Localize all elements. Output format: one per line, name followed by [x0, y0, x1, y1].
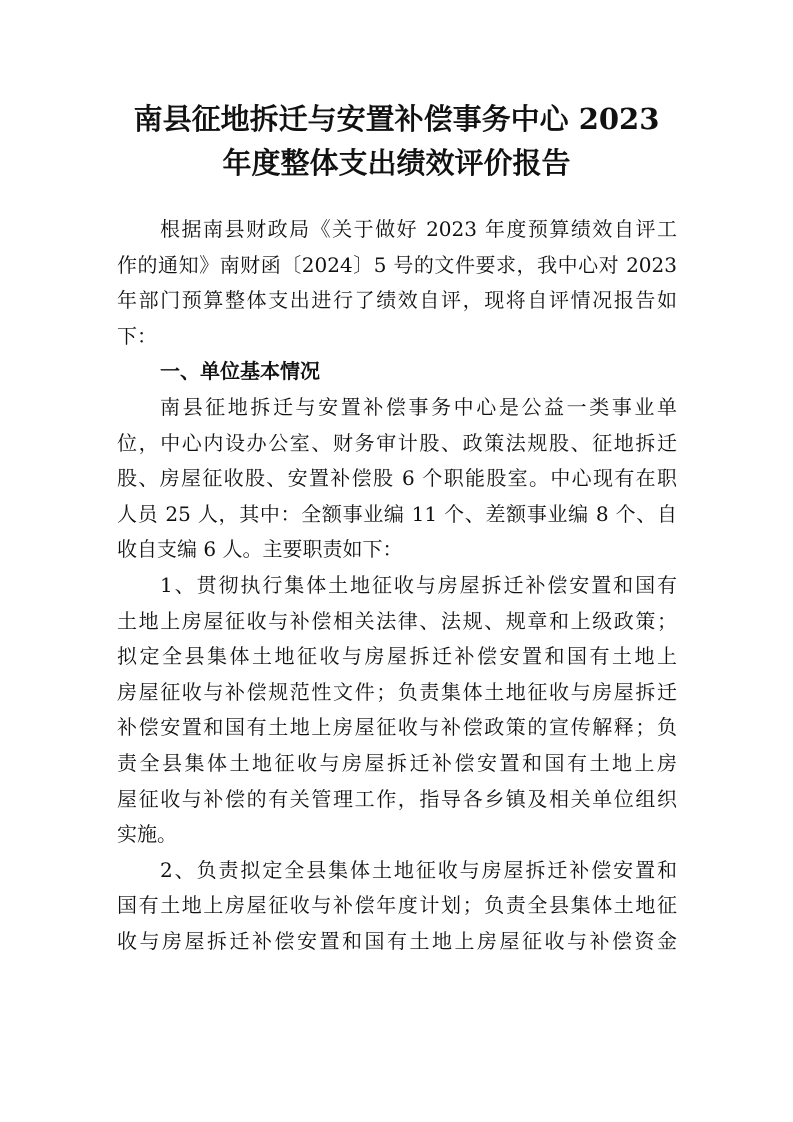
paragraph-line: 1、贯彻执行集体土地征收与房屋拆迁补偿安置和国有 [160, 572, 677, 597]
paragraph-line: 股、房屋征收股、安置补偿股 6 个职能股室。中心现有在职 [117, 466, 677, 491]
paragraph-line: 收自支编 6 人。主要职责如下： [117, 537, 403, 562]
paragraph-line: 年部门预算整体支出进行了绩效自评，现将自评情况报告如 [117, 288, 677, 313]
section-heading: 一、单位基本情况 [160, 359, 320, 384]
paragraph-line: 人员 25 人，其中：全额事业编 11 个、差额事业编 8 个、自 [117, 501, 677, 526]
paragraph-line: 补偿安置和国有土地上房屋征收与补偿政策的宣传解释；负 [117, 715, 677, 740]
paragraph-line: 位，中心内设办公室、财务审计股、政策法规股、征地拆迁 [117, 430, 677, 455]
paragraph-line: 根据南县财政局《关于做好 2023 年度预算绩效自评工 [160, 217, 677, 241]
paragraph-line: 屋征收与补偿的有关管理工作，指导各乡镇及相关单位组织 [117, 786, 677, 811]
paragraph-line: 作的通知》南财函〔2024〕5 号的文件要求，我中心对 2023 [117, 252, 677, 277]
paragraph-line: 收与房屋拆迁补偿安置和国有土地上房屋征收与补偿资金 [117, 928, 677, 953]
paragraph-line: 下： [117, 323, 157, 348]
paragraph-line: 责全县集体土地征收与房屋拆迁补偿安置和国有土地上房 [117, 750, 677, 775]
document-title-line-2: 年度整体支出绩效评价报告 [222, 146, 571, 180]
paragraph-line: 南县征地拆迁与安置补偿事务中心是公益一类事业单 [160, 394, 677, 419]
paragraph-line: 拟定全县集体土地征收与房屋拆迁补偿安置和国有土地上 [117, 644, 677, 669]
document-body [117, 212, 677, 959]
paragraph-line: 房屋征收与补偿规范性文件；负责集体土地征收与房屋拆迁 [117, 679, 677, 704]
document-title-line-1: 南县征地拆迁与安置补偿事务中心 2023 [133, 102, 660, 136]
paragraph-line: 实施。 [117, 822, 177, 847]
paragraph-line: 2、负责拟定全县集体土地征收与房屋拆迁补偿安置和 [160, 857, 677, 882]
paragraph-line: 土地上房屋征收与补偿相关法律、法规、规章和上级政策； [117, 608, 677, 633]
paragraph-line: 国有土地上房屋征收与补偿年度计划；负责全县集体土地征 [117, 893, 677, 918]
